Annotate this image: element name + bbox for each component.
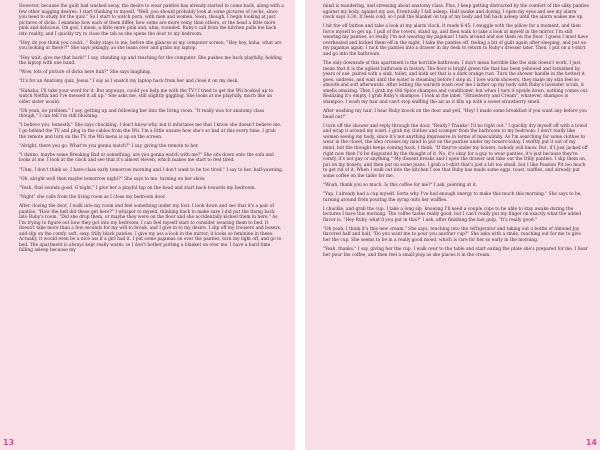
right-page-number: 14: [585, 438, 597, 447]
right-page-text: [323, 4, 589, 262]
paragraph: "Night" she calls from the living room as I close my bedroom door.: [19, 194, 166, 200]
left-page: [0, 0, 295, 450]
paragraph: "I dunno, maybe some Breaking Bad or something, are you gonna watch with me?" She sits down onto the sofa and looks at me. I look at the clock and see that it's almost eleven, which makes me start to feel tired.: [19, 152, 274, 164]
paragraph: "Yup, I already had a cup myself. Sorta why I've had enough energy to make this much this morning." She says to be, turning around from pouring the syrup onto her waffles.: [323, 191, 582, 203]
paragraph: "Oh yeah, no problem." I say, getting up and following her into the living room. "It really was for anatomy class though," I can tell I'm still blushing.: [19, 108, 265, 120]
right-page: [305, 0, 600, 450]
paragraph: After washing my hair, I hear Ruby knock on the door and yell, "Hey! I made some breakfast if you want any before you head out!": [323, 109, 587, 120]
paragraph: mind is wandering, and stressing about anatomy class. Plus, I keep getting distracted by the comfort of the silky panties against my body, against my ass. Eventually I fall asleep. Half awake and dozing, I open my eyes and see my alarm clock says 3:30. It feels cold, so I pull the blanket on top of my body and fall back asleep until the alarm wakes me up.: [323, 4, 589, 21]
paragraph: "Uhm, I don't think so, I have class early tomorrow morning and I don't want to be too tired." I say to her, half-yawning.: [19, 167, 284, 173]
paragraph: However, because the guilt had washed away, the desire to wear panties has already started to come back, along with a few other nagging desires. I start thinking to myself, "Well, you should probably look at some pictures of cocks, since you need to study for the quiz." So I start to watch porn, with men and women. Soon, though, I begin looking at just pictures of dicks. I examine how each of them differ, how some are more veiny than others, or the head a little more pink and delicious. Oh god, I mean, a little more pink and, uhm, rounded. Ruby's call from the kitchen pulls me back into reality, and I quickly try to close the tab as she opens the door to my bedroom.: [19, 4, 284, 37]
paragraph: The only downside of this apartment is the horrible bathroom. I don't mean horrible like the sink doesn't work, I just mean that it is the ugliest bathroom in history. The floor is bright green tile that has been yellowed and tarnished by years of use, paired with a sink, toilet, and bath set that is a dark orange rust. Turn the shower handle in the hottest it goes, undress, and wait until the water is steaming before I step in. I love warm showers, they make my skin feel so smooth and soft afterwards. After letting the warmth wash over me I lather up my body with Ruby's lavender scrub, it smells amazing. Then I grab my Old Spice shampoo and conditioner, but when I turn it upside down, nothing comes out. Realizing it's empty, I grab Ruby's shampoo. I look at the label, "Strawberry and Cream", whatever, shampoo is shampoo. I wash my hair and can't stop sniffing the air as it fills up with a sweet strawberry smell.: [323, 61, 589, 105]
paragraph: "Yeah, that sounds good. G'night." I give her a playful tap on the head and start back towards my bedroom.: [19, 185, 256, 191]
left-page-text: [19, 4, 284, 258]
paragraph: I turn off the shower and reply through the door, "Really? Thanks! I'll be right out." I quickly dry myself off with a towel and wrap it around my waist. I grab my clothes and scamper from the bathroom to my bedroom. I don't really like women seeing my body, since it's not anything impressive in terms of masculinity. As I'm searching for some clothes to wear in the closet, the idea crosses my mind to put on the panties under my boxers today. I swiftly put it out of my mind, but the thought keeps coming back. I think, "If they're under my boxers, nobody will know. But, if I just jacked off right now then I'd be disgusted by the thought of it. No, it's okay for a guy to wear panties, it's just because they're comfy, it's not gay or anything." My dissent breaks and I open the drawer and take out the frilly panties. I slip them on, put on my boxers, and then put on some jeans. I grab a t-shirt that's just a bit too small, but I like Passion Pit too much to get rid of it. When I walk out into the kitchen I see that Ruby has made some eggs, toast, waffles, and already put some coffee on the table for me.: [323, 123, 588, 179]
paragraph: "Yeah, thanks." I say, giving her the cup. I walk over to the table and start eating the plate she's prepared for me. I hear her pour the coffee, and then feel a small plop as she places it in the cream.: [323, 247, 588, 258]
paragraph: "It's for an Anatomy quiz, Jesus." I say as I snatch my laptop back from her and close it on my desk.: [19, 79, 239, 85]
paragraph: I hit the off button and take a look at my alarm clock. It reads 6:45. I snuggle with the pillow for a moment, and then force myself to get up. I pull of the covers, stand up, and then walk to take a look at myself in the mirror. I'm still wearing my panties, so really, I'm not wearing my pajamas! I turn around and see them on the floor. I guess I must have overheated and kicked them off in the night. I take the panties off, feeling a bit of guilt again after sleeping, and put on my pajamas again. I tuck the panties into a drawer in my desk to return to Ruby's dresser later. Then, I put on a t-shirt and go into the bathroom.: [323, 24, 589, 57]
paragraph: I chuckle, and grab the cup. I take a long sip, knowing I'll need a couple cups to be able to stay awake during the lectures I have this morning. The coffee tastes really good, but I can't really put my finger on exactly what the added flavor is. "Hey Ruby, what'd you put in this?" I ask, after finishing the last gulp. "It's really good.": [323, 206, 582, 223]
paragraph: "Hahaha, I'll take your word for it. But anyways, could you help me with the TV? I tried to get the Wii hooked up to watch Netflix and I've messed it all up." She asks me, still slightly giggling. She looks at me playfully, much like an older sister would.: [19, 88, 273, 105]
paragraph: "Woah, thank you so much. Is this coffee for me?" I ask, pointing at it.: [323, 182, 478, 188]
paragraph: "Alright, there you go. What're you gonna watch?" I say, giving the remote to her.: [19, 143, 199, 149]
paragraph: "Wow, lots of picture of dicks here huh?" She says laughing.: [19, 70, 152, 76]
left-page-number: 13: [3, 438, 15, 447]
paragraph: "Oh, alright well then maybe tomorrow night?" She says to me, turning on her show.: [19, 176, 206, 182]
paragraph: "I believe you, honestly." She says chuckling, I don't know why, but it infuriates me that I know she doesn't believe me. I go behind the TV and plug in the cables from the Wii. I'm a little unsure how she's so bad at this every time. I grab the remote and turn on the TV, the Wii menu is up on the screen.: [19, 123, 282, 140]
paragraph: After closing the door, I walk into my room and feel something under my foot. I look down and see that it's a pair of panties. "How the hell did these get here?" I whisper to myself, thinking back to make sure I did put the thong back into Ruby's room. "Did she drop them, or maybe they were on the floor and she accidentally kicked them in here." As I'm trying to figure out how they got into my bedroom, I can feel myself start to consider wearing them to bed. It doesn't take more than a few seconds for my will to break, and I give in to my desire. I slip off my trousers and boxers, and slip on the comfy, soft, sexy, frilly black panties. I give my ass a look in the mirror, it looks so feminine in these. Actually, it would even be a nice ass if a girl had it. I put some pajamas on over the panties, turn my light off, and go to bed. The apartment is always kept really warm, so I don't bother putting a blanket on over me. I have a hard time falling asleep because my: [19, 204, 282, 254]
paragraph: "Oh yeah, I think it's this new cream." She says, reaching into the refrigerator and taking out a bottle of Almond Joy flavored half and half. "Do you want me to pour you another cup?" She asks with a smile, reaching out for me to give her the cup. She seems to be in a really good mood, which is rare for her so early in the morning.: [323, 226, 581, 243]
paragraph: "Hey, do you think you could..." Ruby stays to me, before she glances at my computer screen, "Hey hey, haha, what are you looking at there?!" She says jokingly, as she leans over and grabs my laptop.: [19, 40, 282, 52]
page-gutter: [295, 0, 305, 450]
paragraph: "Hey wait, give me that back!" I say, standing up and reaching for the computer. She pushes me back playfully, holding the laptop with one hand.: [19, 55, 282, 67]
